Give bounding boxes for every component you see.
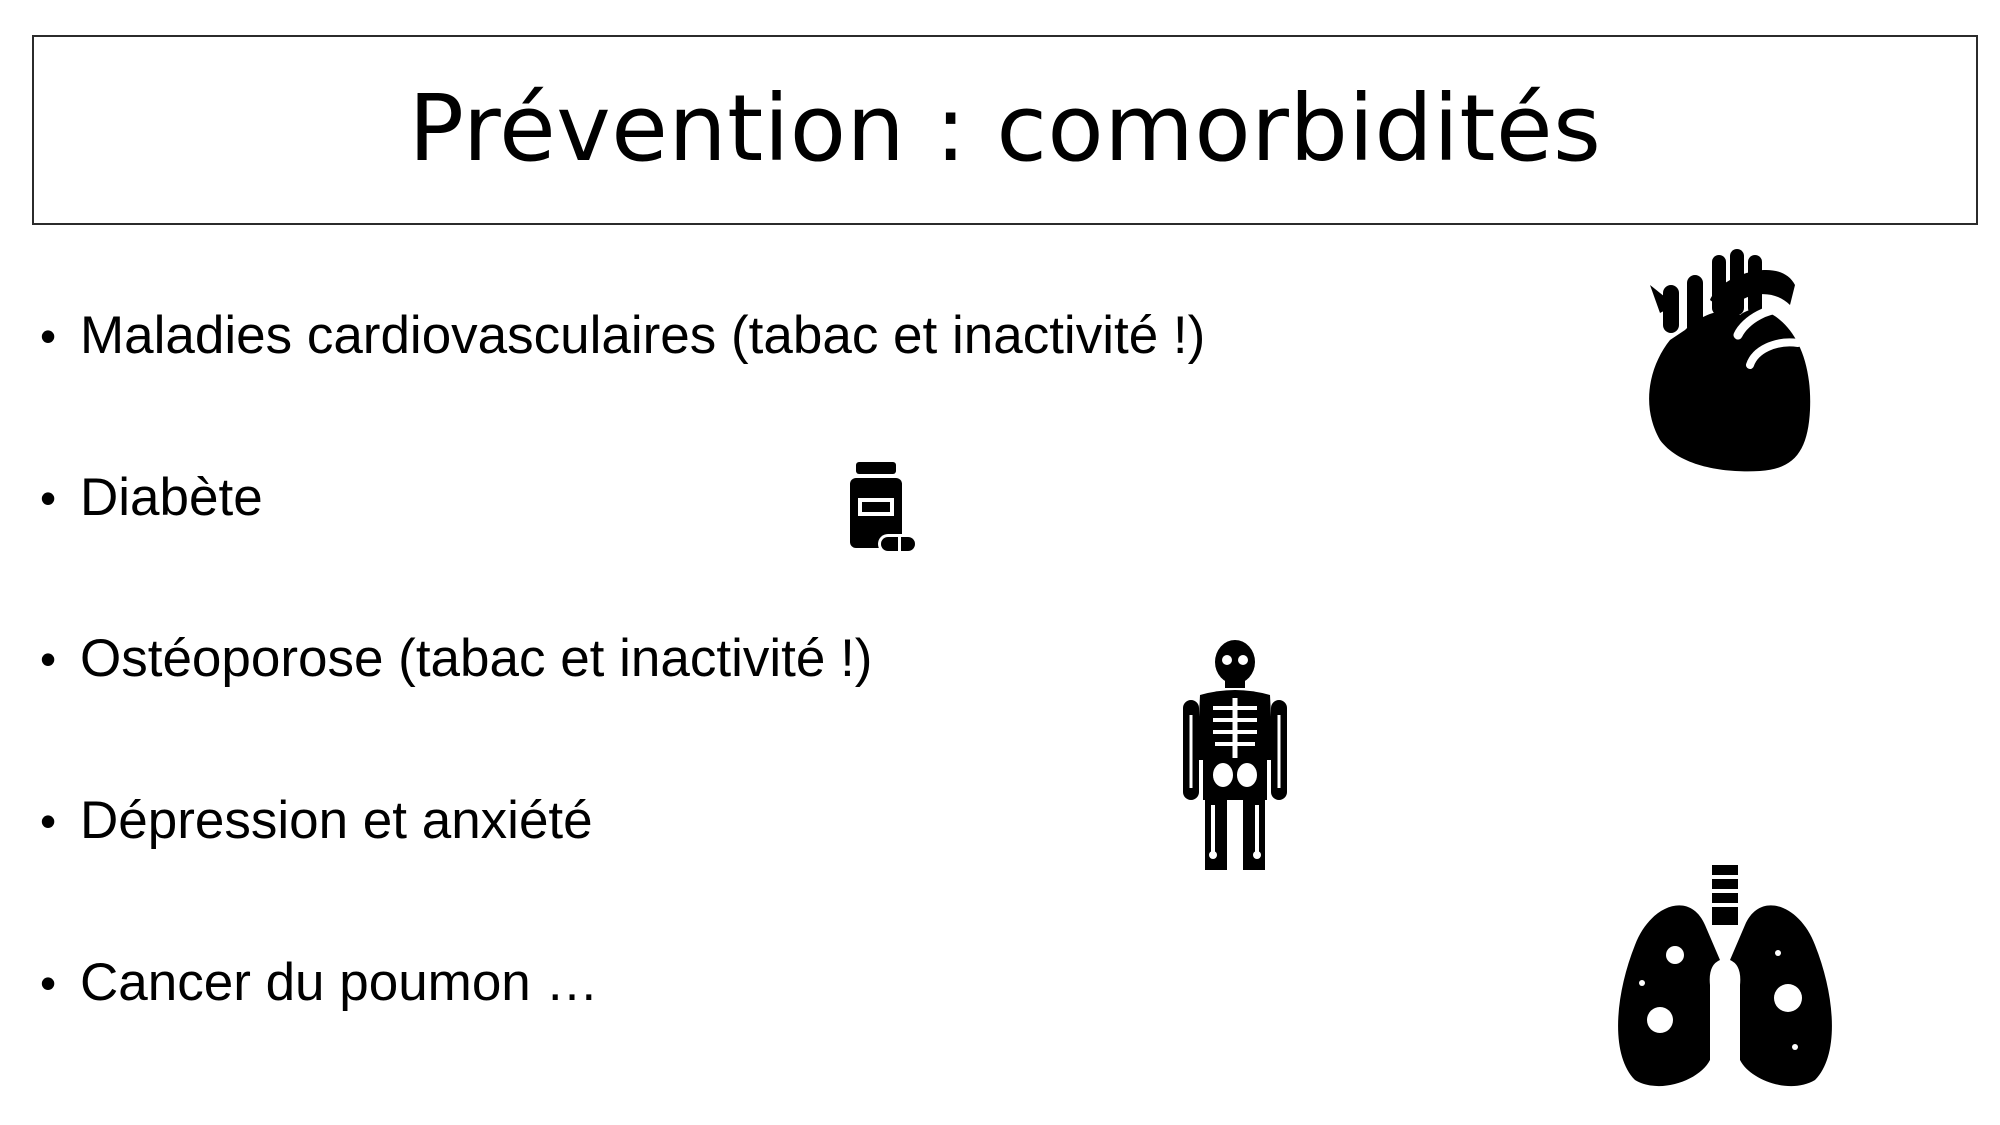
bullet-text: Ostéoporose (tabac et inactivité !) xyxy=(80,629,873,688)
pill-bottle-icon xyxy=(848,462,920,558)
bullet-item xyxy=(40,952,599,1013)
bullet-item xyxy=(40,467,263,528)
bullet-glyph: • xyxy=(40,794,57,847)
bullet-glyph: • xyxy=(40,309,57,362)
bullet-item xyxy=(40,305,1205,366)
bullet-item xyxy=(40,628,872,689)
bullet-text: Maladies cardiovasculaires (tabac et inactivité !) xyxy=(80,306,1206,365)
slide-title: Prévention : comorbidités xyxy=(408,74,1602,182)
title-box xyxy=(32,35,1978,225)
bullet-glyph: • xyxy=(40,632,57,685)
bullet-text: Cancer du poumon … xyxy=(80,953,599,1012)
bullet-text: Dépression et anxiété xyxy=(80,791,593,850)
skeleton-icon xyxy=(1175,640,1295,870)
bullet-item xyxy=(40,790,593,851)
heart-icon xyxy=(1630,245,1830,475)
bullet-glyph: • xyxy=(40,471,57,524)
lungs-icon xyxy=(1610,865,1840,1095)
bullet-text: Diabète xyxy=(80,468,263,527)
bullet-glyph: • xyxy=(40,956,57,1009)
